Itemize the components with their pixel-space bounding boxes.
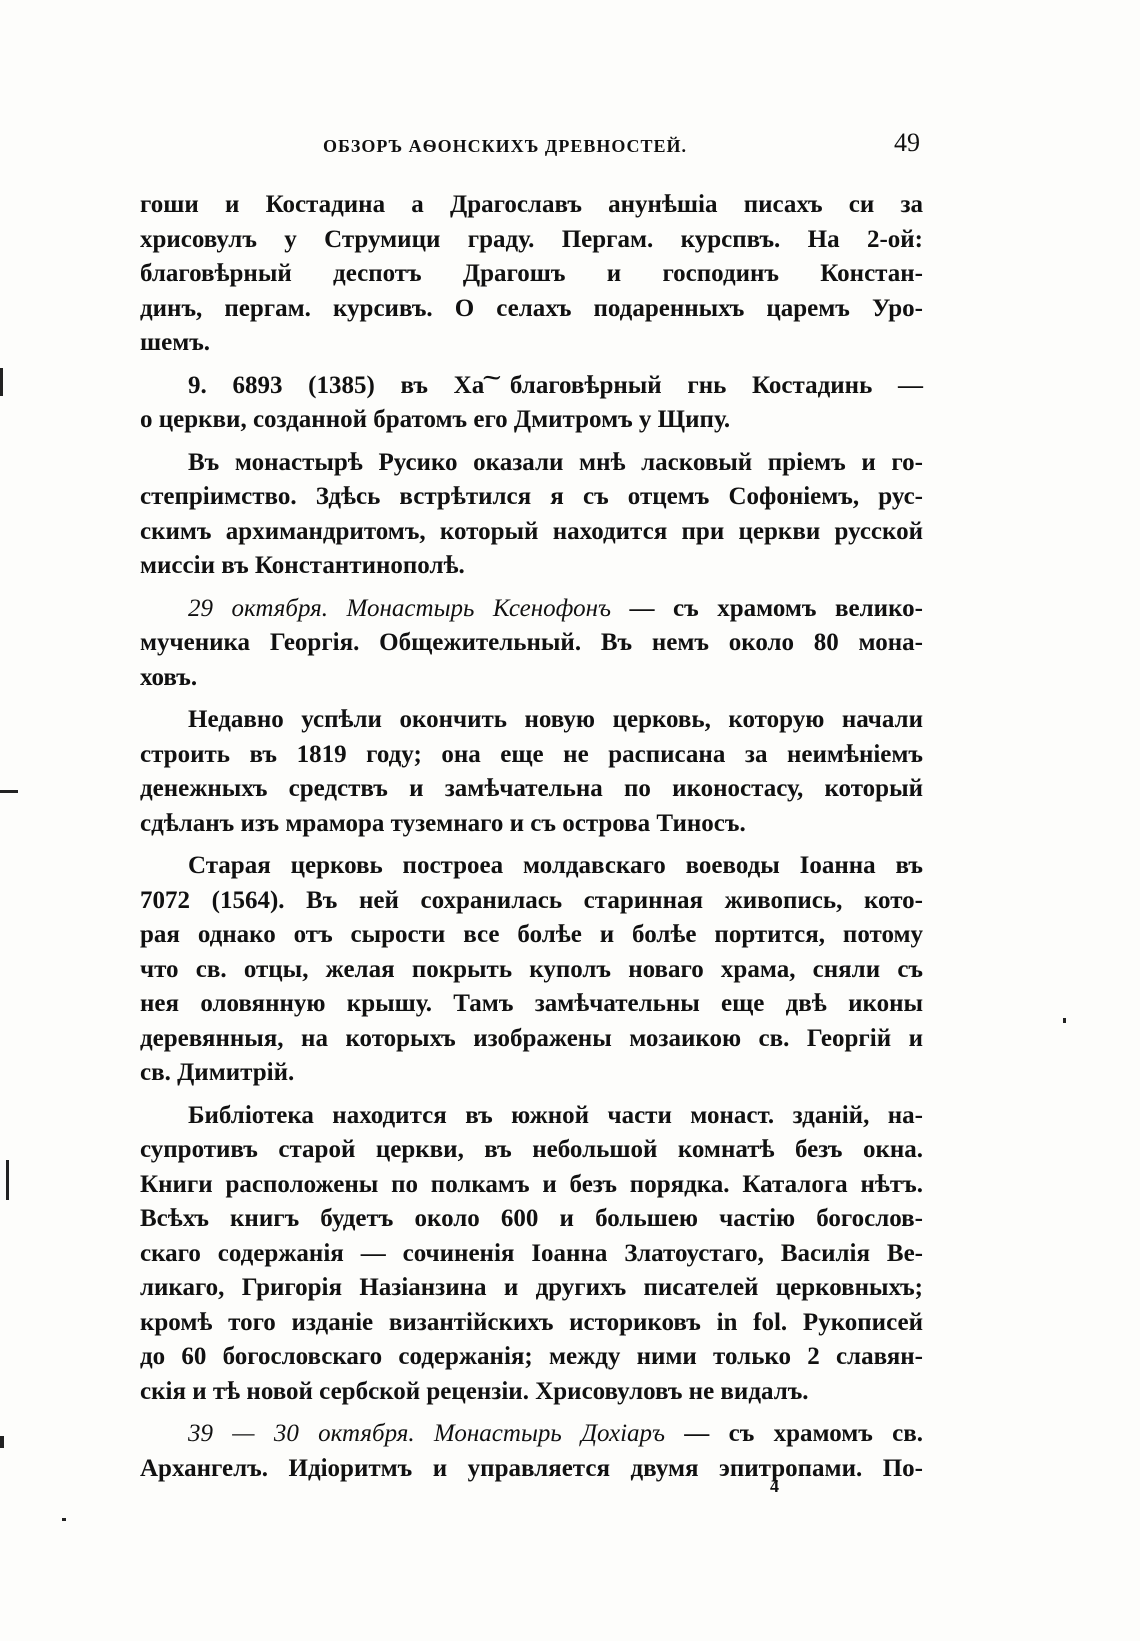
text-line: 9. 6893 (1385) въ Ха͠ благовѣрный гнь Костадинь — — [188, 371, 923, 399]
text-line: ликаго, Григорія Назіанзина и другихъ писателей церковныхъ; — [140, 1274, 923, 1301]
page-header — [140, 128, 920, 168]
text-line: мученика Георгія. Общежительный. Въ немъ около 80 мона- — [140, 629, 923, 656]
text-line: денежныхъ средствъ и замѣчательна по иконостасу, который — [140, 775, 923, 802]
text-line — [140, 592, 923, 627]
paragraph — [140, 592, 923, 696]
scan-speck — [0, 1436, 4, 1448]
paragraph — [140, 1099, 923, 1410]
text-line: степріимство. Здѣсь встрѣтился я съ отцемъ Софоніемъ, рус- — [140, 483, 923, 510]
scan-speck — [62, 1518, 66, 1521]
text-line: ховъ. — [140, 663, 198, 691]
text-line: Архангелъ. Идіоритмъ и управляется двумя эпитропами. По- — [140, 1454, 923, 1482]
text-line: 7072 (1564). Въ ней сохранилась старинная живопись, кото- — [140, 886, 923, 914]
scan-speck — [0, 368, 3, 396]
signature-mark: 4 — [770, 1476, 779, 1496]
page-number: 49 — [894, 128, 920, 157]
running-title: ОБЗОРЪ АѲОНСКИХЪ ДРЕВНОСТЕЙ. — [322, 136, 688, 156]
date-heading: 29 октября. Монастырь Ксенофонъ — [188, 594, 611, 622]
scan-speck — [6, 1160, 9, 1200]
text-line: Книги расположены по полкамъ и безъ порядка. Каталога нѣтъ. — [140, 1170, 923, 1198]
text-run: — съ храмомъ велико- — [610, 594, 923, 622]
text-line: сдѣланъ изъ мрамора туземнаго и съ острова Тиносъ. — [140, 809, 746, 837]
date-heading: 39 — 30 октября. Монастырь Дохіаръ — [188, 1420, 665, 1447]
text-line: супротивъ старой церкви, въ небольшой комнатѣ безъ окна. — [140, 1136, 923, 1163]
text-line: Недавно успѣли окончить новую церковь, которую начали — [188, 706, 923, 733]
text-line: миссіи въ Константинополѣ. — [140, 552, 465, 579]
text-line: деревянныя, на которыхъ изображены мозаикою св. Георгій и — [140, 1024, 923, 1052]
text-line: строить въ 1819 году; она еще не расписана за неимѣніемъ — [140, 740, 923, 768]
text-line: скимъ архимандритомъ, который находится при церкви русской — [140, 517, 923, 545]
paragraph — [140, 188, 923, 361]
text-line: рая однако отъ сырости все болѣе и болѣе портится, потому — [140, 921, 923, 948]
scan-speck — [0, 790, 18, 793]
text-run: — съ храмомъ св. — [665, 1420, 923, 1447]
text-line: скія и тѣ новой сербской рецензіи. Хрисовуловъ не видалъ. — [140, 1377, 809, 1405]
text-line: кромѣ того изданіе византійскихъ историковъ in fol. Рукописей — [140, 1308, 923, 1336]
scan-speck — [1063, 1018, 1066, 1023]
body-text — [140, 188, 923, 1486]
text-line: хрисовулъ у Струмици граду. Пергам. курспвъ. На 2-ой: — [140, 225, 923, 253]
paragraph — [140, 1417, 923, 1486]
text-line: гоши и Костадина а Драгославъ анунѣшіа писахъ си за — [140, 191, 923, 218]
text-line: св. Димитрій. — [140, 1059, 295, 1086]
text-line: благовѣрный деспотъ Драгошъ и господинъ Констан- — [140, 260, 923, 287]
text-line — [140, 1417, 923, 1452]
paragraph — [140, 849, 923, 1091]
text-line: о церкви, созданной братомъ его Дмитромъ у Щипу. — [140, 406, 731, 433]
text-line: до 60 богословскаго содержанія; между ними только 2 славян- — [140, 1343, 923, 1370]
paragraph — [140, 446, 923, 584]
text-line: Всѣхъ книгъ будетъ около 600 и большею частію богослов- — [140, 1205, 923, 1232]
text-line: Старая церковь построеа молдавскаго воеводы Іоанна въ — [188, 852, 923, 879]
text-line: динъ, пергам. курсивъ. О селахъ подаренныхъ царемъ Уро- — [140, 294, 923, 322]
paragraph — [140, 369, 923, 438]
text-line: шемъ. — [140, 329, 211, 356]
text-line: что св. отцы, желая покрыть куполъ новаго храма, сняли съ — [140, 955, 923, 983]
text-line: Библіотека находится въ южной части монаст. зданій, на- — [188, 1101, 923, 1129]
text-line: Въ монастырѣ Русико оказали мнѣ ласковый пріемъ и го- — [188, 448, 923, 476]
text-line: скаго содержанія — сочиненія Іоанна Златоустаго, Василія Ве- — [140, 1239, 923, 1267]
paragraph — [140, 703, 923, 841]
text-line: нея оловянную крышу. Тамъ замѣчательны еще двѣ иконы — [140, 990, 923, 1017]
